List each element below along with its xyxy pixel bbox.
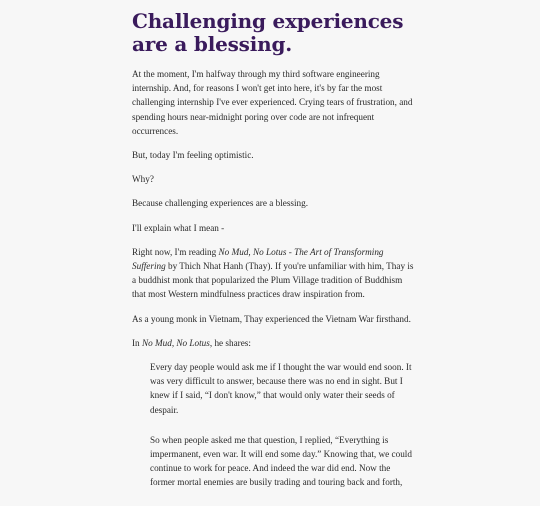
article-title: Challenging experiences are a blessing. <box>132 9 404 56</box>
book-title-short: No Mud, No Lotus <box>141 337 210 348</box>
blog-article <box>132 10 414 506</box>
paragraph-why: Why? <box>132 174 154 185</box>
paragraph-blessing: Because challenging experiences are a blessing. <box>132 198 309 209</box>
reading-prefix: Right now, I'm reading <box>132 246 219 257</box>
paragraph-optimistic: But, today I'm feeling optimistic. <box>132 150 254 161</box>
quote-paragraph-1: Every day people would ask me if I thought the war would end soon. It was very difficult to answer, because there was no end in sight. But I knew if I said, “I don't know,” that would only water their seeds of despair. <box>150 362 412 415</box>
reading-suffix: by Thich Nhat Hanh (Thay). If you're unfamiliar with him, Thay is a buddhist monk that popularized the Plum Village tradition of Buddhism that most Western mindfulness practices draw inspiration from. <box>132 261 414 300</box>
shares-suffix: , he shares: <box>209 337 251 348</box>
shares-prefix: In <box>132 337 142 348</box>
book-title: No Mud, No Lotus - The Art of Transforming Suffering <box>132 246 384 272</box>
paragraph-shares <box>132 336 414 350</box>
paragraph-internship: At the moment, I'm halfway through my third software engineering internship. And, for reasons I won't get into here, it's by far the most challenging internship I've ever experienced. Crying tears of frustration, and spending hours near-midnight poring over code are not infrequent occurrences. <box>132 69 413 136</box>
paragraph-reading <box>132 245 414 302</box>
paragraph-vietnam: As a young monk in Vietnam, Thay experienced the Vietnam War firsthand. <box>132 313 411 324</box>
quote-paragraph-2: So when people asked me that question, I replied, “Everything is impermanent, even war. It will end some day.” Knowing that, we could continue to work for peace. And indeed the war did end. Now the former mortal enemies are busily trading and touring back and forth, <box>150 434 412 488</box>
paragraph-explain: I'll explain what I mean - <box>132 222 225 233</box>
book-quote <box>150 360 414 490</box>
